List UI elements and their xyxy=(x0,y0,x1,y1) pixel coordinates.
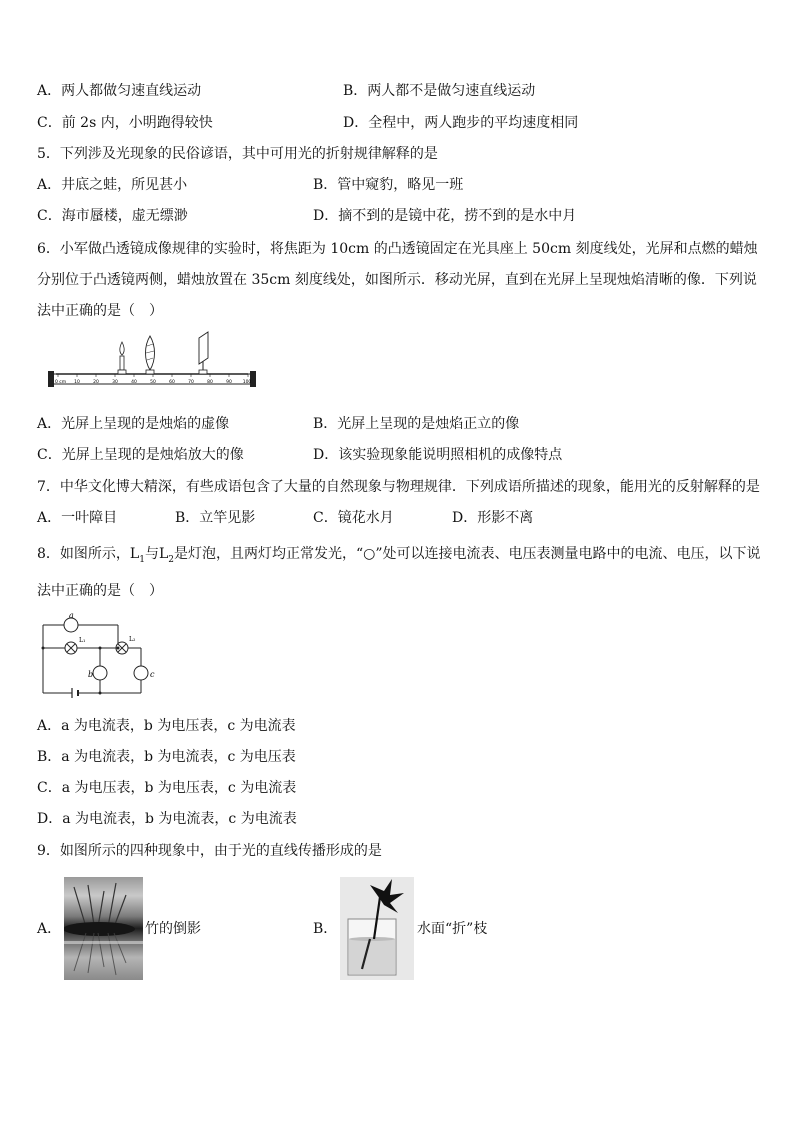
meter-a-label: a xyxy=(69,611,74,620)
q6-option-c: C．光屏上呈现的是烛焰放大的像 xyxy=(37,447,244,463)
meter-c-label: c xyxy=(150,670,155,679)
q9-stem: 9．如图所示的四种现象中，由于光的直线传播形成的是 xyxy=(37,843,382,859)
lamp2-symbol: L xyxy=(158,546,169,562)
q6-option-b: B．光屏上呈现的是烛焰正立的像 xyxy=(313,416,520,432)
q6-option-a: A．光屏上呈现的是烛焰的虚像 xyxy=(37,416,230,432)
q9-option-a-label: A． xyxy=(37,921,62,937)
q8-stem-prefix: 8．如图所示， xyxy=(37,546,130,562)
optical-bench-figure xyxy=(44,328,262,390)
q5-option-a: A．井底之蛙，所见甚小 xyxy=(37,177,188,193)
meter-b-label: b xyxy=(88,670,94,679)
q9-option-b-text: 水面“折”枝 xyxy=(417,921,488,937)
meter-a-circle xyxy=(64,618,78,632)
q9-option-b-label: B． xyxy=(313,921,338,937)
scale-label-10: 10 xyxy=(74,380,80,385)
scale-label-100: 100 xyxy=(242,380,252,385)
lamp-l2-label: L₂ xyxy=(129,636,136,643)
q4-option-b: B．两人都不是做匀速直线运动 xyxy=(343,83,536,99)
lamp1-symbol: L xyxy=(129,546,140,562)
q7-option-b: B．立竿见影 xyxy=(175,510,256,526)
light-screen xyxy=(199,332,208,374)
q9-option-a-text: 竹的倒影 xyxy=(145,921,201,937)
lamp-l1 xyxy=(65,642,77,654)
q8-option-b: B．a 为电流表，b 为电流表，c 为电压表 xyxy=(37,749,296,765)
lamp2-subscript: 2 xyxy=(168,554,174,565)
scale-label-20: 20 xyxy=(93,380,99,385)
bamboo-reflection-photo xyxy=(64,877,143,980)
scale-label-60: 60 xyxy=(169,380,175,385)
q8-option-c: C．a 为电压表，b 为电压表，c 为电流表 xyxy=(37,780,297,796)
q5-stem: 5．下列涉及光现象的民俗谚语，其中可用光的折射规律解释的是 xyxy=(37,146,438,162)
q8-option-d: D．a 为电流表，b 为电流表，c 为电流表 xyxy=(37,811,297,827)
q7-option-c: C．镜花水月 xyxy=(313,510,394,526)
scale-unit-label: 0 cm xyxy=(55,380,67,385)
q8-with: 与 xyxy=(144,546,159,562)
q6-option-d: D．该实验现象能说明照相机的成像特点 xyxy=(313,447,563,463)
scale-label-50: 50 xyxy=(150,380,156,385)
meter-c-circle xyxy=(134,666,148,680)
lamp-l1-label: L₁ xyxy=(79,637,86,644)
scale-label-30: 30 xyxy=(112,380,118,385)
scale-label-70: 70 xyxy=(188,380,194,385)
meter-b-circle xyxy=(93,666,107,680)
scale-label-80: 80 xyxy=(207,380,213,385)
circuit-diagram xyxy=(38,611,160,699)
q4-option-d: D．全程中，两人跑步的平均速度相同 xyxy=(343,115,579,131)
convex-lens xyxy=(146,336,155,374)
q6-stem: 6．小军做凸透镜成像规律的实验时，将焦距为 10cm 的凸透镜固定在光具座上 50cm 刻度线处，光屏和点燃的蜡烛分别位于凸透镜两侧，蜡烛放置在 35cm 刻度线处，如图所示．移动光屏，直到在光屏上呈现烛焰清晰的像．下列说法中正确的是（ ） xyxy=(37,241,758,319)
candle xyxy=(118,342,126,374)
lamp1-subscript: 1 xyxy=(139,554,145,565)
scale-label-90: 90 xyxy=(226,380,232,385)
bent-branch-photo xyxy=(340,877,414,980)
q4-option-a: A．两人都做匀速直线运动 xyxy=(37,83,202,99)
q8-stem-suffix: 是灯泡，且两灯均正常发光，“○”处可以连接电流表、电压表测量电路中的电流、电压，以下说法中正确的是（ ） xyxy=(37,546,761,599)
q8-option-a: A．a 为电流表，b 为电压表，c 为电流表 xyxy=(37,718,296,734)
scale-label-40: 40 xyxy=(131,380,137,385)
q4-option-c: C．前 2s 内，小明跑得较快 xyxy=(37,115,213,131)
q5-option-c: C．海市蜃楼，虚无缥渺 xyxy=(37,208,188,224)
q5-option-b: B．管中窥豹，略见一班 xyxy=(313,177,464,193)
q7-stem: 7．中华文化博大精深，有些成语包含了大量的自然现象与物理规律．下列成语所描述的现象，能用光的反射解释的是 xyxy=(37,479,760,495)
q7-option-a: A．一叶障目 xyxy=(37,510,118,526)
q8-stem xyxy=(37,539,761,607)
q5-option-d: D．摘不到的是镜中花，捞不到的是水中月 xyxy=(313,208,577,224)
q7-option-d: D．形影不离 xyxy=(452,510,534,526)
